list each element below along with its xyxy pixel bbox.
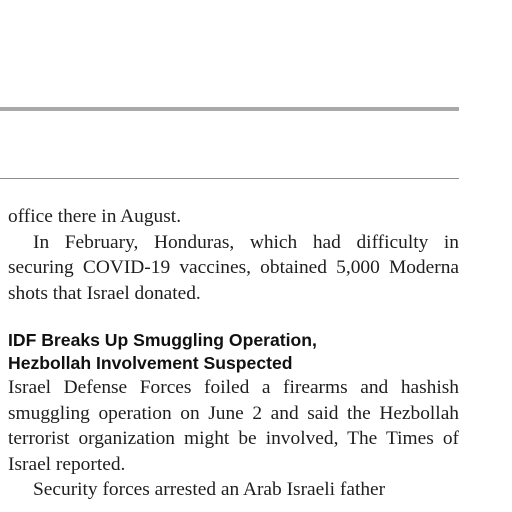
paragraph-honduras-vaccines: In February, Honduras, which had difficulty in securing COVID-19 vaccines, obtained 5,000 Moderna shots that Israel donated. [8, 231, 459, 304]
paragraph-continuation: office there in August. [8, 206, 182, 227]
article-column [8, 204, 459, 503]
headline-line-2: Hezbollah Involvement Suspected [8, 353, 293, 373]
header-divider-thick [0, 107, 459, 111]
paragraph-arrest: Security forces arrested an Arab Israeli father [33, 479, 386, 500]
article-headline [8, 329, 459, 375]
headline-line-1: IDF Breaks Up Smuggling Operation, [8, 330, 317, 350]
header-divider-thin [0, 178, 459, 179]
paragraph-smuggling-operation: Israel Defense Forces foiled a firearms and hashish smuggling operation on June 2 and said the Hezbollah terrorist organization might be involved, The Times of Israel reported. [8, 377, 459, 475]
